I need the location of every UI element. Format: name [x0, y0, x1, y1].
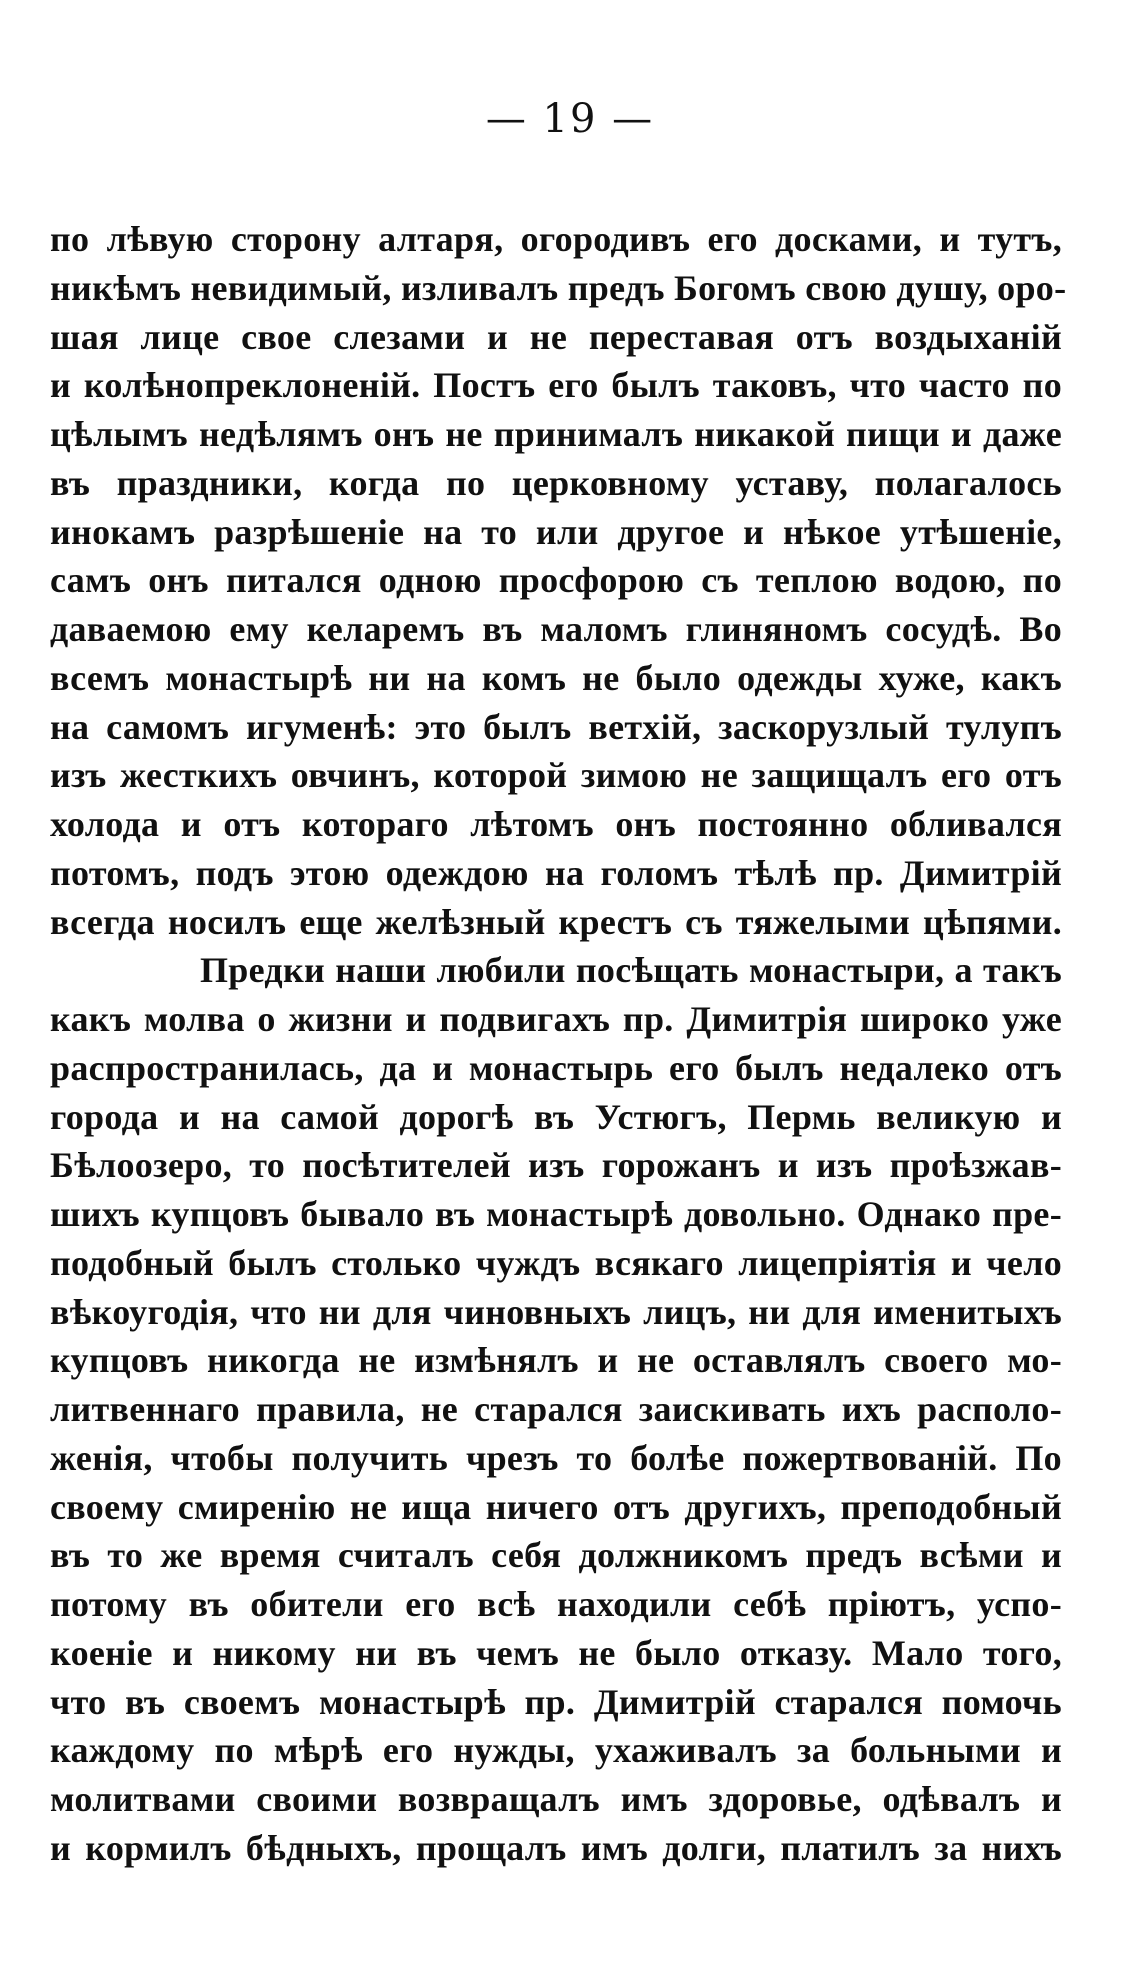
body-text [50, 215, 1067, 1873]
text-line: даваемою ему келаремъ въ маломъ глиняномъ сосудѣ. Во [50, 609, 1062, 649]
text-line: шая лице свое слезами и не переставая отъ воздыханій [50, 316, 1062, 357]
text-line: вѣкоугодія, что ни для чиновныхъ лицъ, ни для именитыхъ [50, 1291, 1062, 1332]
text-line: и колѣнопреклоненій. Постъ его былъ таковъ, что часто по [50, 365, 1062, 406]
text-line: своему смиренію не ища ничего отъ другихъ, преподобный [50, 1486, 1062, 1527]
text-line: всемъ монастырѣ ни на комъ не было одежды хуже, какъ [50, 657, 1062, 698]
text-line: и кормилъ бѣдныхъ, прощалъ имъ долги, платилъ за нихъ [50, 1827, 1062, 1868]
text-line: молитвами своими возвращалъ имъ здоровье, одѣвалъ и [50, 1779, 1062, 1819]
text-line: никѣмъ невидимый, изливалъ предъ Богомъ свою душу, оро- [50, 267, 1067, 308]
text-line: шихъ купцовъ бывало въ монастырѣ довольно. Однако пре- [50, 1194, 1062, 1234]
text-line: купцовъ никогда не измѣнялъ и не оставлялъ своего мо- [50, 1340, 1062, 1381]
paragraph-2 [50, 946, 1062, 1872]
text-line: на самомъ игуменѣ: это былъ ветхій, заскорузлый тулупъ [50, 706, 1062, 747]
text-line: въ то же время считалъ себя должникомъ предъ всѣми и [50, 1535, 1062, 1576]
page-number: — 19 — [485, 96, 655, 142]
text-line: подобный былъ столько чуждъ всякаго лицепріятія и чело [50, 1242, 1062, 1283]
text-line: всегда носилъ еще желѣзный крестъ съ тяжелыми цѣпями. [50, 901, 1062, 942]
text-line: города и на самой дорогѣ въ Устюгъ, Пермь великую и [50, 1096, 1062, 1137]
text-line: каждому по мѣрѣ его нужды, ухаживалъ за больными и [50, 1730, 1062, 1771]
text-line: въ праздники, когда по церковному уставу, полагалось [50, 462, 1062, 503]
text-line: распространилась, да и монастырь его былъ недалеко отъ [50, 1047, 1062, 1088]
text-line: самъ онъ питался одною просфорою съ теплою водою, по [50, 560, 1062, 601]
text-line: что въ своемъ монастырѣ пр. Димитрій старался помочь [50, 1681, 1062, 1722]
text-line: коеніе и никому ни въ чемъ не было отказу. Мало того, [50, 1632, 1062, 1673]
text-line: Бѣлоозеро, то посѣтителей изъ горожанъ и изъ проѣзжав- [50, 1145, 1062, 1186]
text-line: изъ жесткихъ овчинъ, которой зимою не защищалъ его отъ [50, 755, 1062, 796]
text-line: по лѣвую сторону алтаря, огородивъ его досками, и тутъ, [50, 219, 1062, 259]
text-line: инокамъ разрѣшеніе на то или другое и нѣкое утѣшеніе, [50, 511, 1062, 552]
text-line: какъ молва о жизни и подвигахъ пр. Димитрія широко уже [50, 999, 1062, 1039]
text-line: литвеннаго правила, не старался заискивать ихъ располо- [50, 1389, 1062, 1429]
text-line: женія, чтобы получить чрезъ то болѣе пожертвованій. По [50, 1437, 1062, 1478]
text-line: цѣлымъ недѣлямъ онъ не принималъ никакой пищи и даже [50, 414, 1062, 454]
text-line: Предки наши любили посѣщать монастыри, а такъ [200, 950, 1062, 991]
text-line: потомъ, подъ этою одеждою на голомъ тѣлѣ пр. Димитрій [50, 852, 1062, 893]
paragraph-1 [50, 215, 1067, 946]
text-line: холода и отъ котораго лѣтомъ онъ постоянно обливался [50, 804, 1062, 844]
text-line: потому въ обители его всѣ находили себѣ пріютъ, успо- [50, 1584, 1062, 1624]
